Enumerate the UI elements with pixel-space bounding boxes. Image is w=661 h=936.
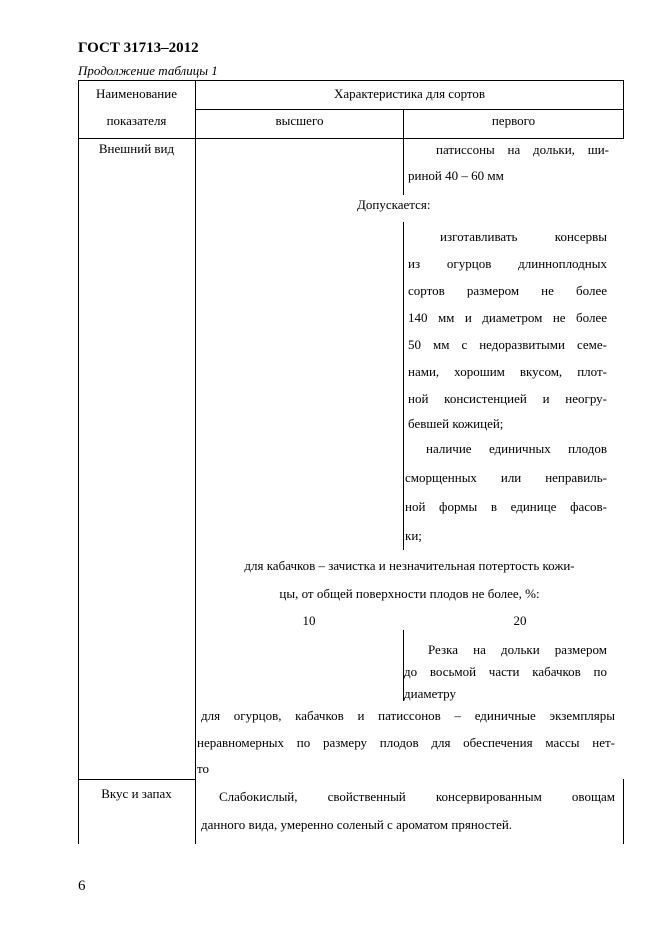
all-types-text-line: неравномерных по размеру плодов для обеспечения массы нет- [197, 735, 615, 750]
taste-text-line: данного вида, умеренно соленый с ароматом пряностей. [201, 817, 513, 832]
first-grade-text-line: риной 40 – 60 мм [408, 168, 504, 183]
table-top-border [78, 80, 624, 81]
first-grade-text-line: патиссоны на дольки, ши- [436, 142, 609, 157]
table-continuation-caption: Продолжение таблицы 1 [78, 63, 218, 78]
all-types-text-line: для огурцов, кабачков и патиссонов – единичные экземпляры [201, 708, 615, 723]
column-header-name-line1: Наименование [96, 86, 177, 101]
column-header-first-grade: первого [491, 113, 536, 128]
value-top-grade: 10 [302, 613, 316, 628]
allowed-text-line: нами, хорошим вкусом, плот- [408, 364, 607, 379]
allowed-text-line: наличие единичных плодов [426, 441, 607, 456]
table-left-border [78, 80, 79, 844]
allowed-text-line: бевшей кожицей; [408, 416, 504, 431]
zucchini-text-line: для кабачков – зачистка и незначительная потертость кожи- [244, 558, 575, 573]
allowed-text-line: из огурцов длинноплодных [408, 256, 607, 271]
table-grade-divider-1 [403, 139, 404, 195]
table-subheader-line [195, 109, 624, 110]
table-grade-divider-2 [403, 222, 404, 550]
allowed-text-line: изготавливать консервы [440, 229, 607, 244]
taste-text-line: Слабокислый, свойственный консервированным овощам [219, 789, 615, 804]
table-name-column-divider [195, 80, 196, 844]
column-header-name-line2: показателя [106, 113, 167, 128]
allowed-text-line: 50 мм с недоразвитыми семе- [408, 337, 607, 352]
table-row-separator [78, 779, 196, 780]
allowed-text-line: ной консистенцией и неогру- [408, 391, 607, 406]
column-header-top-grade: высшего [275, 113, 324, 128]
allowed-text-line: ки; [405, 528, 422, 543]
allowed-text-line: сортов размером не более [408, 283, 607, 298]
allowed-text-line: 140 мм и диаметром не более [408, 310, 607, 325]
allowed-text-line: сморщенных или неправиль- [405, 470, 607, 485]
value-first-grade: 20 [513, 613, 527, 628]
table-header-bottom [78, 138, 624, 139]
row-name-taste: Вкус и запах [101, 786, 172, 801]
allowed-label: Допускается: [357, 197, 431, 212]
cut-text-line: диаметру [404, 686, 457, 701]
cut-text-line: до восьмой части кабачков по [404, 664, 607, 679]
column-header-characteristics: Характеристика для сортов [333, 86, 486, 101]
all-types-text-line: то [197, 761, 210, 776]
page-number: 6 [78, 878, 86, 894]
cut-text-line: Резка на дольки размером [428, 642, 607, 657]
zucchini-text-line: цы, от общей поверхности плодов не более, %: [279, 586, 540, 601]
allowed-text-line: ной формы в единице фасов- [405, 499, 607, 514]
document-code: ГОСТ 31713–2012 [78, 40, 199, 56]
table-right-border-taste [623, 779, 624, 844]
row-name-appearance: Внешний вид [98, 141, 175, 156]
